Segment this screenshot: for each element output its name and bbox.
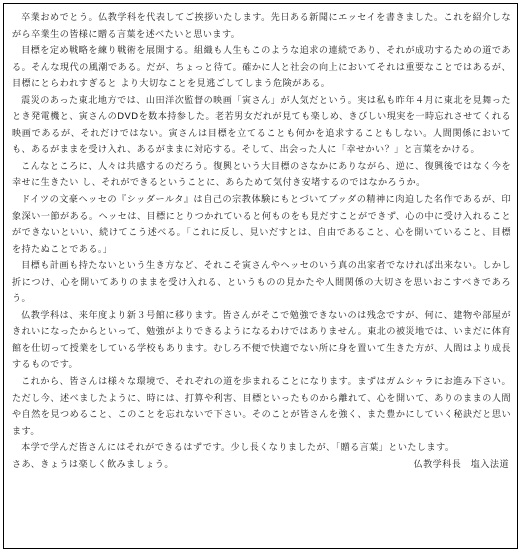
paragraph: 目標を定め戦略を練り戦術を展開する。組織も人生もこのような追求の連続であり、それが成功するための道である。そんな現代の風潮である。だが、ちょっと待て。確かに人と社会の向上においてそれは重要なことではあるが、目標にとらわれすぎると より大切なことを見逃ごしてしまう危険がある。 [12, 46, 511, 90]
signature: 仏教学科長 塩入法道 [413, 459, 509, 470]
closing-line: さあ、きょうは楽しく飲みましょう。 [12, 459, 174, 470]
paragraph: これから、皆さんは様々な環境で、それぞれの道を歩まれることになります。まずはガムシャラにお進み下さい。ただし今、述べましたように、時には、打算や利害、目標といったものから離れて、心を開いて、ありのままの人間や自然を見つめること、このことを忘れないで下さい。そのことが皆さんを強く、また豊かにしていく秘訣だと思います。 [12, 377, 511, 437]
paragraph: 仏教学科は、来年度より新３号館に移ります。皆さんがそこで勉強できないのは残念ですが、何に、建物や部屋がきれいになったからといって、勉強がよりできるようになるわけではありません。東北の被災地では、いまだに体育館を仕切って授業をしている学校もあります。むしろ不便で快適でない所に身を置いて生きた方が、人間はより成長するものです。 [12, 310, 511, 371]
message-box [3, 3, 518, 549]
paragraph: 目標も計画も持たないという生き方など、それこそ寅さんやヘッセのいう真の出家者でなければ出来ない。しかし折につけ、心を開いてありのままを受け入れる、というものの見かたや人間関係の大切さを思いおこすべきであろう。 [12, 261, 511, 305]
paragraph: 卒業おめでとう。仏教学科を代表してご挨拶いたします。先日ある新聞にエッセイを書きました。これを紹介しながら卒業生の皆様に贈る言葉を述べたいと思います。 [12, 13, 511, 40]
paragraph: 震災のあった東北地方では、山田洋次監督の映画「寅さん」が人気だという。実は私も昨年４月に東北を見舞ったとき発電機と、寅さんのDVDを数本持参した。老若男女だれが見ても楽しめ、きびしい現実を一時忘れさせてくれる映画であるが、それだけではない。寅さんは目標を立てることも何かを追求することもしない。人間関係においても、あるがままを受け入れ、あるがままに対応する。そして、出会った人に「幸せかい？」と言葉をかける。 [12, 95, 511, 156]
paragraph: 本学で学んだ皆さんにはそれができるはずです。少し長くなりましたが、「贈る言葉」といたします。 [21, 443, 455, 454]
paragraph: ドイツの文豪ヘッセの『シッダールタ』は自己の宗教体験にもとづいてブッダの精神に肉迫した名作であるが、印象深い一節がある。ヘッセは、目標にとりつかれていると何ものをも見だすことができず、心の中に受け入れることができないといい、続けてこう述べる。「これに反し、見いだすとは、自由であること、心を開いていること、目標を持たぬことである。」 [12, 195, 511, 255]
closing-row [12, 457, 511, 474]
paragraph: こんなところに、人々は共感するのだろう。復興という大目標のさなかにありながら、逆に、復興後ではなく今を幸せに生きたい し、それができるということに、あらためて気付き安堵するのではなかろうか。 [12, 161, 511, 189]
